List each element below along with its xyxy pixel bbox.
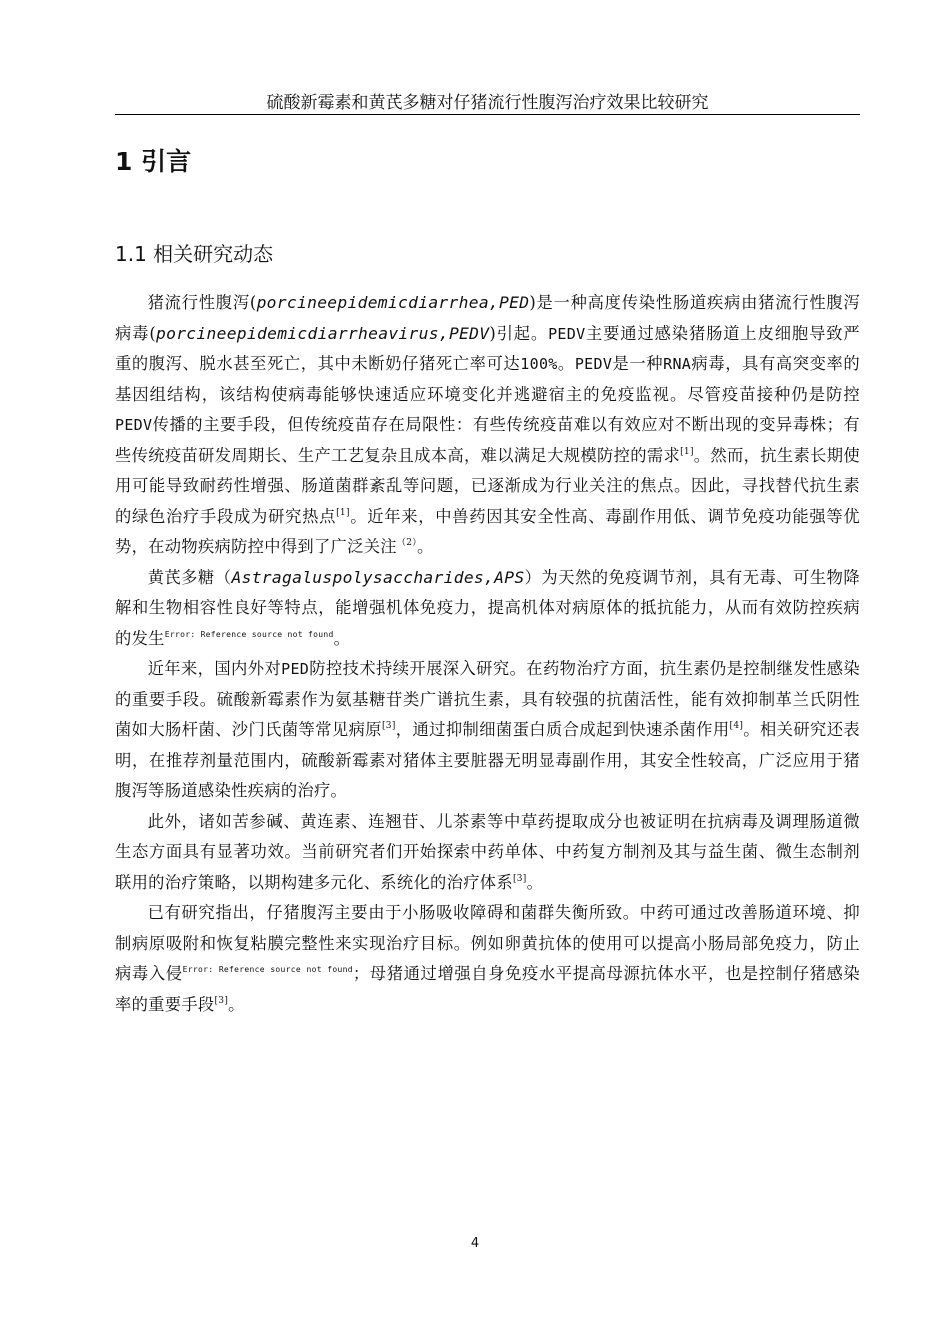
citation-ref: [1]	[336, 507, 350, 518]
citation-ref: [1]	[680, 446, 694, 457]
body-text	[115, 288, 860, 1020]
citation-ref: [3]	[382, 721, 396, 731]
paragraph-3: 近年来，国内外对PED防控技术持续开展深入研究。在药物治疗方面，抗生素仍是控制继发性感染的重要手段。硫酸新霉素作为氨基糖苷类广谱抗生素，具有较强的抗菌活性，能有效抑制革兰氏阴性菌如大肠杆菌、沙门氏菌等常见病原[3]，通过抑制细菌蛋白质合成起到快速杀菌作用[4]。相关研究还表明，在推荐剂量范围内，硫酸新霉素对猪体主要脏器无明显毒副作用，其安全性较高，广泛应用于猪腹泻等肠道感染性疾病的治疗。	[115, 659, 860, 800]
latin-term: porcineepidemicdiarrheavirus,PEDV	[155, 323, 490, 343]
section-heading: 1 引言	[115, 147, 192, 176]
reference-error: Error: Reference source not found	[182, 965, 353, 974]
paragraph-2: 黄芪多糖（Astragaluspolysaccharides,APS）为天然的免疫调节剂，具有无毒、可生物降解和生物相容性良好等特点，能增强机体免疫力，提高机体对病原体的抵抗能力，从而有效防控疾病的发生$^{Error: Reference source not found}$。	[115, 567, 860, 648]
subsection-heading: 1.1 相关研究动态	[115, 242, 274, 266]
running-header-title: 硫酸新霉素和黄芪多糖对仔猪流行性腹泻治疗效果比较研究	[266, 93, 709, 113]
latin-term: porcineepidemicdiarrhea,PED	[256, 293, 530, 312]
paragraph-5: 已有研究指出，仔猪腹泻主要由于小肠吸收障碍和菌群失衡所致。中药可通过改善肠道环境、抑制病原吸附和恢复粘膜完整性来实现治疗目标。例如卵黄抗体的使用可以提高小肠局部免疫力，防止病毒入侵$^{Error: Reference source not found}$；母猪通过增强自身免疫水平提高母源抗体水平，也是控制仔猪感染率的重要手段[3]。	[115, 903, 860, 1014]
citation-ref: [4]	[729, 721, 744, 731]
citation-ref: [3]	[512, 873, 527, 884]
citation-ref: [3]	[214, 995, 229, 1006]
paragraph-4: 此外，诸如苦参碱、黄连素、连翘苷、儿茶素等中草药提取成分也被证明在抗病毒及调理肠道微生态方面具有显著功效。当前研究者们开始探索中药单体、中药复方制剂及其与益生菌、微生态制剂联用的治疗策略，以期构建多元化、系统化的治疗体系[3]。	[115, 811, 860, 892]
page-number: 4	[470, 1236, 480, 1251]
paragraph-1: 猪流行性腹泻(porcineepidemicdiarrhea,PED)是一种高度传染性肠道疾病由猪流行性腹泻病毒(porcineepidemicdiarrheavirus,PEDV)引起。PEDV主要通过感染猪肠道上皮细胞导致严重的腹泻、脱水甚至死亡，其中未断奶仔猪死亡率可达100%。PEDV是一种RNA病毒，具有高突变率的基因组结构，该结构使病毒能够快速适应环境变化并逃避宿主的免疫监视。尽管疫苗接种仍是防控PEDV传播的主要手段，但传统疫苗存在局限性：有些传统疫苗难以有效应对不断出现的变异毒株；有些传统疫苗研发周期长、生产工艺复杂且成本高，难以满足大规模防控的需求[1]。然而，抗生素长期使用可能导致耐药性增强、肠道菌群紊乱等问题，已逐渐成为行业关注的焦点。因此，寻找替代抗生素的绿色治疗手段成为研究热点[1]。近年来，中兽药因其安全性高、毒副作用低、调节免疫功能强等优势，在动物疾病防控中得到了广泛关注$^{(2)}$。	[115, 293, 861, 556]
citation-ref: （2）	[396, 538, 418, 548]
latin-term: Astragaluspolysaccharides,APS	[231, 567, 525, 587]
header-rule	[115, 114, 860, 115]
reference-error: Error: Reference source not found	[164, 629, 334, 639]
